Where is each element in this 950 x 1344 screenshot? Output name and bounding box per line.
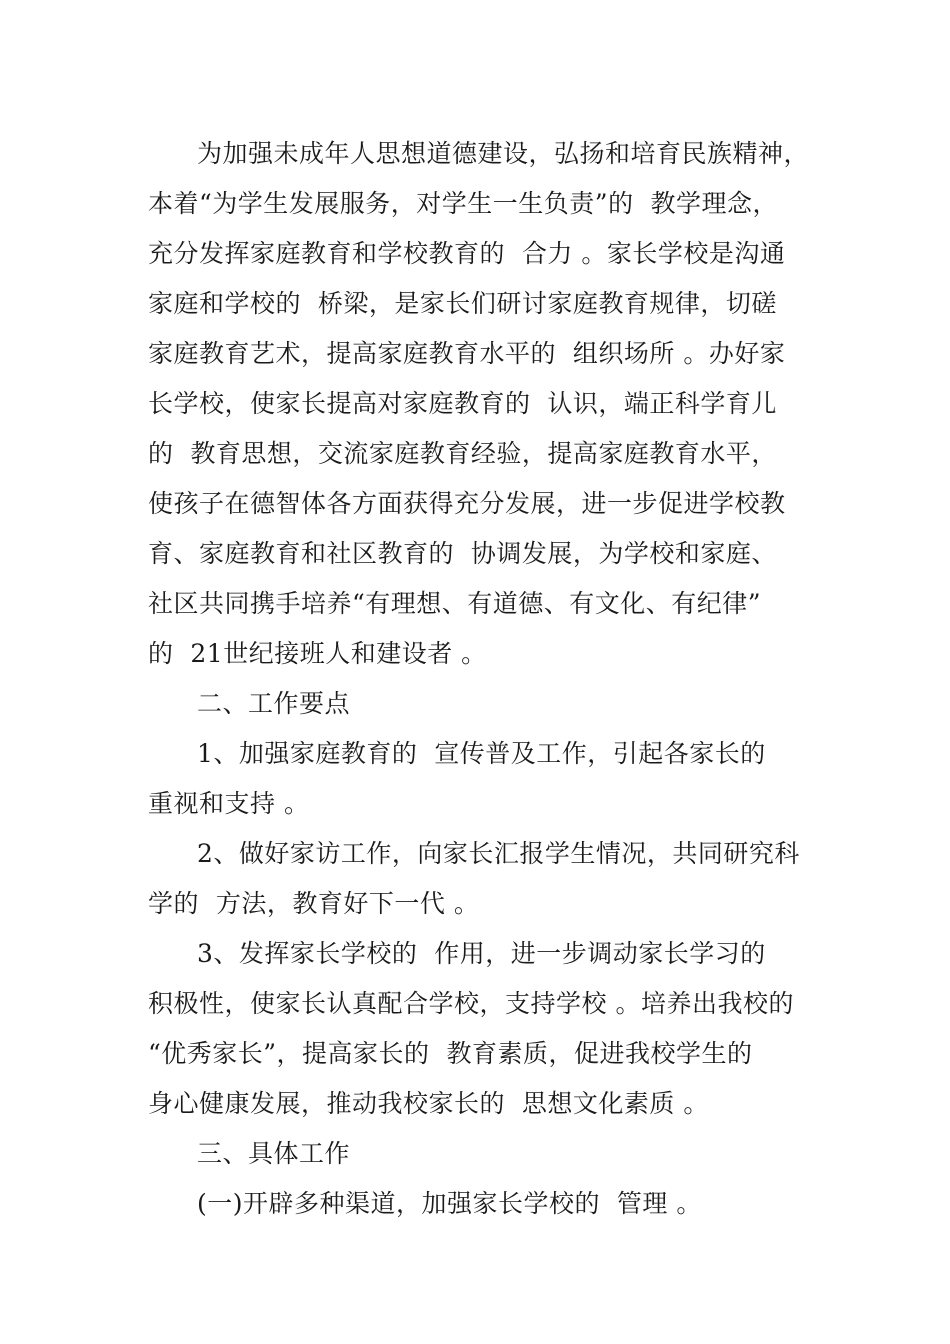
point-1-line-2: 重视和支持 。 <box>148 789 310 818</box>
paragraph-intro-line-10: 社区共同携手培养“有理想、有道德、有文化、有纪律” <box>148 589 762 618</box>
point-3-line-4: 身心健康发展，推动我校家长的 思想文化素质 。 <box>148 1089 709 1118</box>
point-2-line-2: 学的 方法，教育好下一代 。 <box>148 889 480 918</box>
point-1-line-1: 1、加强家庭教育的 宣传普及工作，引起各家长的 <box>197 739 766 768</box>
section-heading-specific-work: 三、具体工作 <box>197 1139 351 1168</box>
point-3-line-3: “优秀家长”，提高家长的 教育素质，促进我校学生的 <box>148 1039 753 1068</box>
paragraph-intro-line-7: 的 教育思想，交流家庭教育经验，提高家庭教育水平， <box>148 439 777 468</box>
paragraph-intro-line-6: 长学校，使家长提高对家庭教育的 认识，端正科学育儿 <box>148 389 777 418</box>
paragraph-intro-line-8: 使孩子在德智体各方面获得充分发展，进一步促进学校教 <box>148 489 786 518</box>
paragraph-intro-line-4: 家庭和学校的 桥梁，是家长们研讨家庭教育规律，切磋 <box>148 289 777 318</box>
paragraph-intro-line-11: 的 21世纪接班人和建设者 。 <box>148 639 487 668</box>
paragraph-intro-line-5: 家庭教育艺术，提高家庭教育水平的 组织场所 。办好家 <box>148 339 786 368</box>
paragraph-intro-line-9: 育、家庭教育和社区教育的 协调发展，为学校和家庭、 <box>148 539 777 568</box>
paragraph-intro-line-2: 本着“为学生发展服务，对学生一生负责”的 教学理念， <box>148 189 778 218</box>
paragraph-intro-line-1: 为加强未成年人思想道德建设，弘扬和培育民族精神， <box>197 139 810 168</box>
point-2-line-1: 2、做好家访工作，向家长汇报学生情况，共同研究科 <box>197 839 800 868</box>
section-heading-work-points: 二、工作要点 <box>197 689 351 718</box>
point-3-line-2: 积极性，使家长认真配合学校，支持学校 。培养出我校的 <box>148 989 794 1018</box>
paragraph-intro-line-3: 充分发挥家庭教育和学校教育的 合力 。家长学校是沟通 <box>148 239 786 268</box>
subsection-1-line: (一)开辟多种渠道，加强家长学校的 管理 。 <box>197 1189 702 1218</box>
point-3-line-1: 3、发挥家长学校的 作用，进一步调动家长学习的 <box>197 939 766 968</box>
